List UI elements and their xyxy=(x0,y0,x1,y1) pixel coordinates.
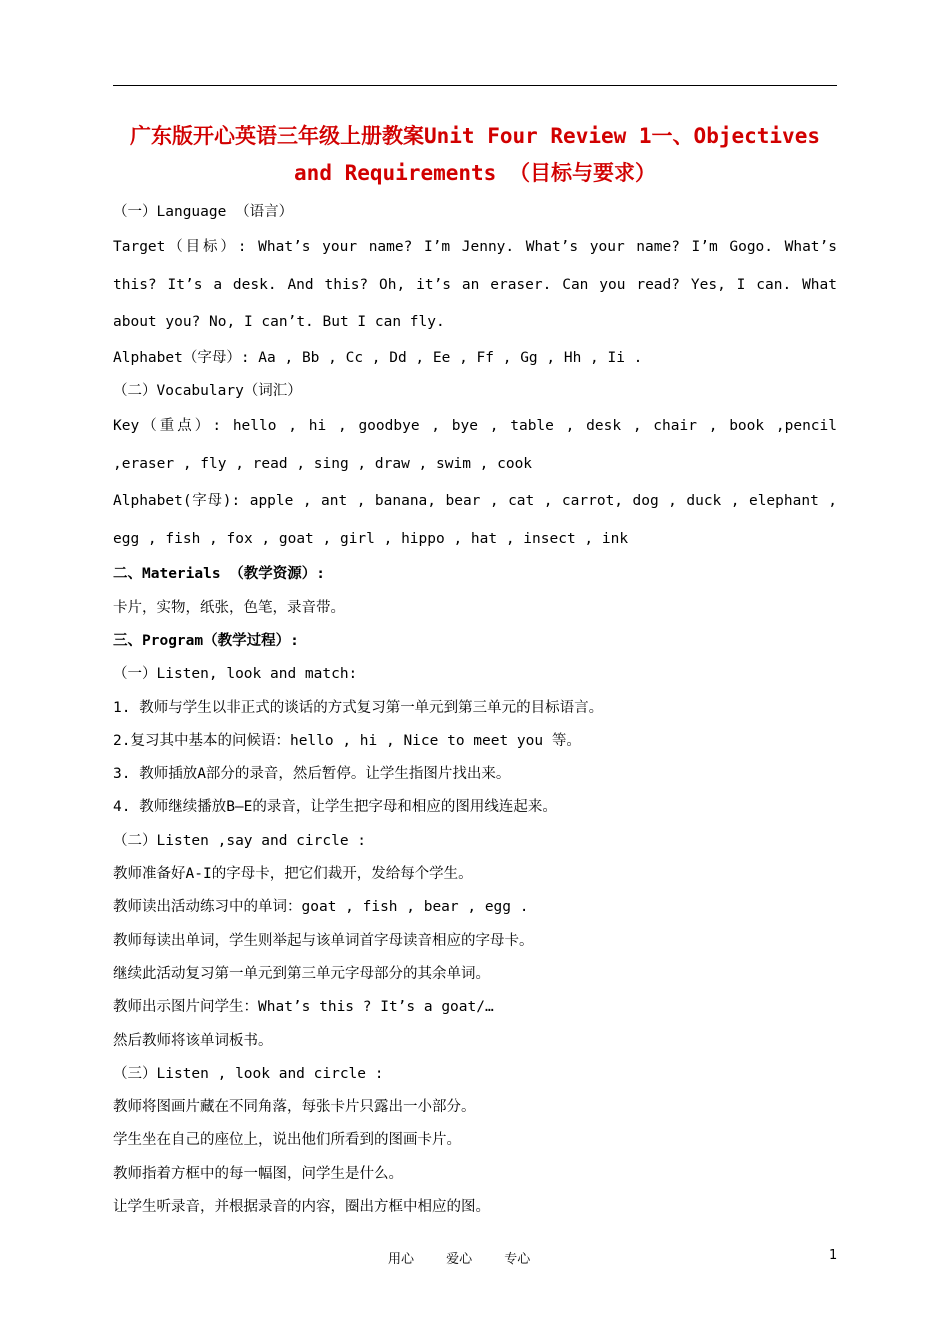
list-item: 1. 教师与学生以非正式的谈话的方式复习第一单元到第三单元的目标语言。 xyxy=(113,699,604,716)
materials-heading: 二、Materials （教学资源）: xyxy=(113,566,326,583)
key-vocabulary-paragraph: Key（重点）: hello , hi , goodbye , bye , table , desk , chair , book ,pencil ,eraser , fly , read , sing , draw , swim , cook xyxy=(113,418,837,472)
list-item: 让学生听录音，并根据录音的内容，圈出方框中相应的图。 xyxy=(113,1199,490,1216)
list-item: 继续此活动复习第一单元到第三单元字母部分的其余单词。 xyxy=(113,965,490,982)
section-vocabulary-heading: （二）Vocabulary（词汇） xyxy=(113,383,302,400)
list-item: 教师准备好A-I的字母卡，把它们裁开，发给每个学生。 xyxy=(113,866,473,883)
list-item: 教师将图画片藏在不同角落，每张卡片只露出一小部分。 xyxy=(113,1099,476,1116)
program-heading: 三、Program（教学过程）: xyxy=(113,632,299,649)
footer-motto: 用心 爱心 专心 xyxy=(388,1252,531,1267)
page-footer xyxy=(0,1248,950,1268)
document-title: 广东版开心英语三年级上册教案Unit Four Review 1一、Objectives and Requirements （目标与要求） xyxy=(129,124,820,185)
alphabet-line: Alphabet（字母）: Aa , Bb , Cc , Dd , Ee , Ff , Gg , Hh , Ii . xyxy=(113,349,643,366)
list-item: 教师读出活动练习中的单词：goat , fish , bear , egg . xyxy=(113,899,529,916)
list-item: 教师每读出单词，学生则举起与该单词首字母读音相应的字母卡。 xyxy=(113,932,534,949)
list-item: 2.复习其中基本的问候语：hello , hi , Nice to meet you 等。 xyxy=(113,732,581,749)
list-item: 学生坐在自己的座位上，说出他们所看到的图画卡片。 xyxy=(113,1132,461,1149)
target-paragraph: Target（目标）: What’s your name? I’m Jenny. What’s your name? I’m Gogo. What’s this? It’s a desk. And this? Oh, it’s an eraser. Can you read? Yes, I can. What about you? No, I can’t. But I can fly. xyxy=(113,239,837,331)
listen-look-circle-heading: （三）Listen , look and circle : xyxy=(113,1065,384,1082)
page-number: 1 xyxy=(829,1248,838,1263)
header-rule xyxy=(113,85,837,86)
materials-list: 卡片，实物，纸张，色笔，录音带。 xyxy=(113,599,345,616)
list-item: 3. 教师插放A部分的录音，然后暂停。让学生指图片找出来。 xyxy=(113,766,511,783)
section-language-heading: （一）Language （语言） xyxy=(113,204,294,220)
list-item: 然后教师将该单词板书。 xyxy=(113,1032,273,1049)
list-item: 教师指着方框中的每一幅图，问学生是什么。 xyxy=(113,1165,403,1182)
list-item: 教师出示图片问学生：What’s this ? It’s a goat/… xyxy=(113,999,494,1016)
alphabet-vocabulary-paragraph: Alphabet(字母): apple , ant , banana, bear , cat , carrot, dog , duck , elephant , egg , fish , fox , goat , girl , hippo , hat , insect , ink xyxy=(113,493,837,547)
list-item: 4. 教师继续播放B—E的录音，让学生把字母和相应的图用线连起来。 xyxy=(113,799,557,816)
document-body xyxy=(113,196,837,1224)
listen-look-match-heading: （一）Listen, look and match: xyxy=(113,666,358,683)
listen-say-circle-heading: （二）Listen ,say and circle : xyxy=(113,832,367,849)
